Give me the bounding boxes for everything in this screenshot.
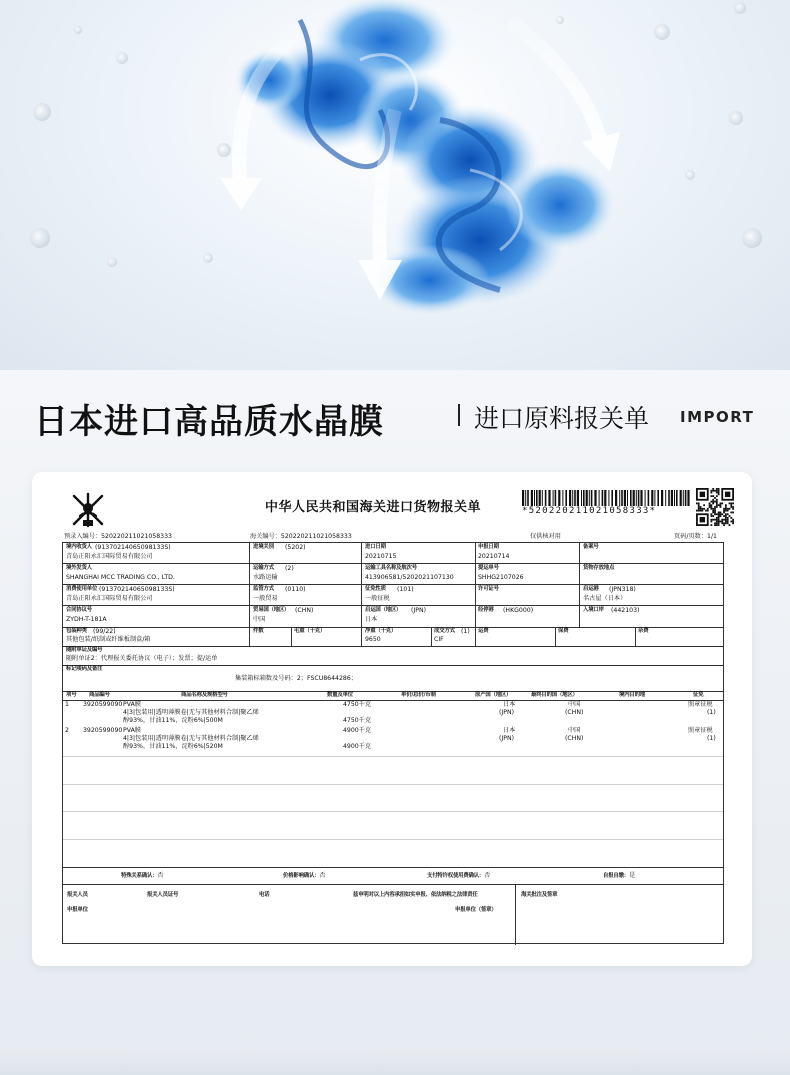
preentry-number: 预录入编号：520220211021058333	[64, 533, 172, 540]
insurance-label: 保费	[558, 628, 569, 634]
goods-1-origin: 日本	[503, 701, 516, 708]
special-relation: 特殊关系确认：否	[121, 872, 164, 879]
hero-banner	[0, 0, 790, 370]
goods-1-spec2: 醇93%，甘油11%，淀粉6%|500M	[123, 717, 223, 724]
marks-value: 集装箱标箱数及号码：2；FSCU8644286；	[235, 675, 357, 682]
via-port: (HKG000)	[503, 607, 534, 614]
bl-label: 提运单号	[478, 565, 499, 571]
trade-name: 一般贸易	[253, 595, 278, 602]
for-check-note: 仅供核对用	[530, 533, 561, 540]
freight-label: 运费	[478, 628, 489, 634]
entry-port-label: 进境关别	[253, 544, 274, 550]
consignee-code: (91370214065098133S)	[95, 544, 171, 551]
goods-1-code: 3920599090	[83, 701, 123, 708]
transport-label: 运输方式	[253, 565, 274, 571]
docs-label: 随附单证及编号	[66, 647, 103, 653]
goods-2-qty1: 4900千克	[343, 727, 372, 734]
docs-value: 随附单证2：代理报关委托协议（电子）；发票；提/运单	[66, 655, 218, 662]
declaration-table	[62, 542, 724, 944]
goods-1-qty1: 4750千克	[343, 701, 372, 708]
bottom-strip	[0, 1048, 790, 1075]
goods-2-no: 2	[65, 727, 69, 734]
origin-country-label: 启运国（地区）	[365, 607, 402, 613]
goods-header-name: 商品名称及规格型号	[181, 692, 228, 698]
goods-header-dest: 最终目的国（地区）	[531, 692, 578, 698]
heading-tag: IMPORT	[680, 408, 755, 426]
departure-name: 名古屋（日本）	[583, 595, 627, 602]
misc-label: 杂费	[638, 628, 649, 634]
ink-in-water-illustration	[0, 0, 790, 370]
barcode-icon	[522, 490, 690, 506]
self-declare: 自报自缴：是	[603, 872, 636, 879]
goods-1-no: 1	[65, 701, 69, 708]
consignee-label: 境内收货人	[66, 544, 92, 550]
gross-label: 毛重（千克）	[294, 628, 326, 634]
barcode-text: *520220211021058333*	[522, 506, 657, 516]
goods-header-levy: 征免	[693, 692, 704, 698]
terms-name: CIF	[434, 636, 444, 643]
customs-emblem-icon	[68, 490, 108, 530]
declare-date-label: 申报日期	[478, 544, 499, 550]
qr-code-icon	[696, 488, 734, 526]
goods-header-domestic: 境内目的地	[619, 692, 645, 698]
storage-label: 货物存放地点	[583, 565, 615, 571]
trading-country-label: 贸易国（地区）	[253, 607, 290, 613]
goods-2-levy: 照章征税	[688, 727, 713, 734]
contract: ZYDH-T-181A	[66, 616, 107, 623]
document-title: 中华人民共和国海关进口货物报关单	[265, 500, 482, 515]
goods-header-no: 项号	[66, 692, 77, 698]
goods-header-origin: 原产国（地区）	[475, 692, 512, 698]
trade-label: 监管方式	[253, 586, 274, 592]
goods-header-code: 商品编号	[89, 692, 110, 698]
section-heading	[34, 392, 764, 440]
goods-header-qty: 数量及单位	[327, 692, 353, 698]
goods-2-spec2: 醇93%，甘油11%，淀粉6%|520M	[123, 743, 223, 750]
vessel: 413906581/5202021107130	[365, 574, 454, 581]
levy-label: 征免性质	[365, 586, 386, 592]
package-name: 其他包装/纸制或纤维板制盒/箱	[66, 636, 151, 643]
goods-1-name: PVA膜	[123, 701, 141, 708]
trading-country-code: (CHN)	[295, 607, 314, 614]
license-label: 许可证号	[478, 586, 499, 592]
consumer-label: 消费使用单位	[66, 586, 98, 592]
package-code: (99/22)	[93, 628, 116, 635]
page-count: 页码/页数：1/1	[674, 533, 717, 540]
heading-main: 日本进口高品质水晶膜	[34, 402, 384, 442]
shipper-label: 境外发货人	[66, 565, 92, 571]
declare-date: 20210714	[478, 553, 510, 560]
goods-1-qty2: 4750千克	[343, 717, 372, 724]
customs-number: 海关编号：520220211021058333	[250, 533, 352, 540]
origin-country-name: 日本	[365, 616, 378, 623]
entry-place-label: 入境口岸	[583, 607, 604, 613]
levy-name: 一般征税	[365, 595, 390, 602]
goods-2-name: PVA膜	[123, 727, 141, 734]
vessel-label: 运输工具名称及航次号	[365, 565, 417, 571]
pieces-label: 件数	[253, 628, 264, 634]
import-date-label: 进口日期	[365, 544, 386, 550]
remark-label: 海关批注及签章	[521, 892, 558, 898]
goods-1-spec1: 4|3|包装用|透明薄膜卷|无与其他材料合制|聚乙烯	[123, 709, 259, 716]
goods-2-spec1: 4|3|包装用|透明薄膜卷|无与其他材料合制|聚乙烯	[123, 735, 259, 742]
shipper: SHANGHAI MCC TRADING CO., LTD.	[66, 574, 175, 581]
price-influence: 价格影响确认：否	[283, 872, 326, 879]
phone-label: 电话	[259, 892, 270, 898]
terms-code: (1)	[461, 628, 470, 635]
trade-code: (0110)	[285, 586, 306, 593]
declarant-label: 报关人员	[67, 892, 88, 898]
entry-place: (442103)	[611, 607, 640, 614]
goods-1-levy-code: (1)	[707, 709, 716, 716]
net-weight: 9650	[365, 636, 381, 643]
goods-2-qty2: 4900千克	[343, 743, 372, 750]
import-date: 20210715	[365, 553, 397, 560]
unit-label: 申报单位	[67, 907, 88, 913]
transport-name: 水路运输	[253, 574, 278, 581]
declarant-cert-label: 报关人员证号	[147, 892, 179, 898]
goods-header-price: 单价/总价/币制	[401, 692, 436, 698]
blue-ink-cloud	[235, 0, 615, 315]
trading-country-name: 中国	[253, 616, 266, 623]
goods-1-levy: 照章征税	[688, 701, 713, 708]
heading-divider	[458, 404, 460, 426]
goods-1-dest-code: (CHN)	[565, 709, 584, 716]
levy-code: (101)	[397, 586, 414, 593]
marks-label: 标记唛码及备注	[66, 666, 103, 672]
bl-number: SHHG2107026	[478, 574, 524, 581]
origin-country-code: (JPN)	[411, 607, 427, 614]
record-label: 备案号	[583, 544, 599, 550]
consumer-name: 青岛正阳永汇国际贸易有限公司	[66, 595, 153, 602]
departure-code: (JPN318)	[609, 586, 636, 593]
goods-2-dest: 中国	[568, 727, 581, 734]
net-label: 净重（千克）	[365, 628, 397, 634]
royalty-confirm: 支付特许权使用费确认：否	[427, 872, 491, 879]
entry-port: (5202)	[285, 544, 306, 551]
terms-label: 成交方式	[434, 628, 455, 634]
goods-2-code: 3920599090	[83, 727, 123, 734]
package-label: 包装种类	[66, 628, 87, 634]
statement: 兹申明对以上内容承担如实申报、依法纳税之法律责任	[353, 892, 478, 898]
goods-2-origin: 日本	[503, 727, 516, 734]
goods-2-levy-code: (1)	[707, 735, 716, 742]
consignee-name: 青岛正阳永汇国际贸易有限公司	[66, 553, 153, 560]
heading-sub: 进口原料报关单	[474, 404, 650, 433]
contract-label: 合同协议号	[66, 607, 92, 613]
goods-1-dest: 中国	[568, 701, 581, 708]
seal-label: 申报单位（签章）	[455, 907, 497, 913]
departure-label: 启运港	[583, 586, 599, 592]
goods-2-dest-code: (CHN)	[565, 735, 584, 742]
goods-1-origin-code: (JPN)	[499, 709, 515, 716]
goods-2-origin-code: (JPN)	[499, 735, 515, 742]
customs-declaration	[60, 484, 726, 954]
via-port-label: 经停港	[478, 607, 494, 613]
consumer-code: (91370214065098133S)	[99, 586, 175, 593]
transport-code: (2)	[285, 565, 294, 572]
